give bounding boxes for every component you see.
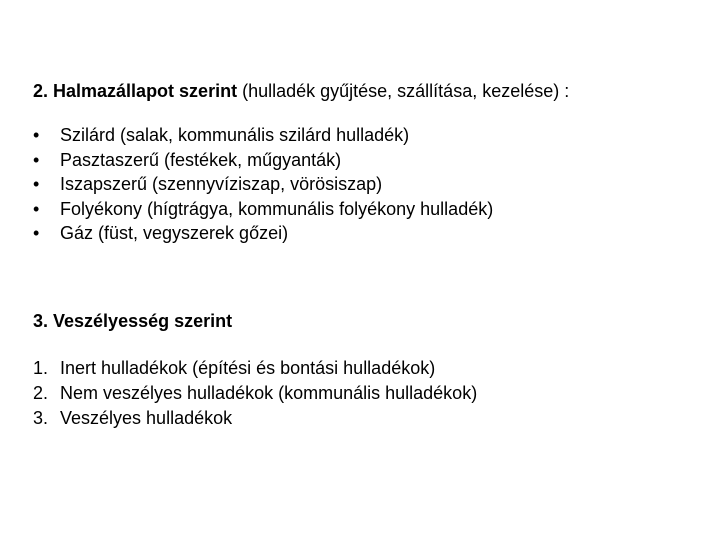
list-item-text: Szilárd (salak, kommunális szilárd hulladék): [60, 125, 410, 145]
bullet-marker: •: [33, 198, 40, 219]
list-item: [33, 148, 493, 173]
section-heading-bold: 3. Veszélyesség szerint: [33, 311, 233, 331]
list-item-text: Veszélyes hulladékok: [60, 408, 233, 428]
list-item: [33, 406, 477, 431]
section-heading-bold: 2. Halmazállapot szerint: [33, 81, 238, 101]
section-heading-normal: (hulladék gyűjtése, szállítása, kezelése) :: [237, 81, 570, 101]
bullet-list: [33, 123, 493, 246]
list-item: [33, 172, 493, 197]
numbered-list: [33, 356, 477, 431]
list-item: [33, 197, 493, 222]
list-item: [33, 356, 477, 381]
number-marker: 3.: [33, 408, 49, 428]
list-item: [33, 381, 477, 406]
bullet-marker: •: [33, 149, 40, 170]
list-item: [33, 221, 493, 246]
bullet-marker: •: [33, 223, 40, 243]
number-marker: 2.: [33, 383, 49, 403]
bullet-marker: •: [33, 125, 40, 145]
section-heading-halmazallapot: [33, 80, 569, 102]
section-heading-veszelyesseg: [33, 310, 232, 332]
number-marker: 1.: [33, 358, 49, 378]
list-item-text: Iszapszerű (szennyvíziszap, vörösiszap): [60, 174, 383, 194]
list-item-text: Inert hulladékok (építési és bontási hulladékok): [60, 358, 436, 378]
bullet-marker: •: [33, 174, 40, 194]
list-item-text: Folyékony (hígtrágya, kommunális folyékony hulladék): [60, 198, 494, 219]
list-item: [33, 123, 493, 148]
list-item-text: Gáz (füst, vegyszerek gőzei): [60, 223, 289, 243]
list-item-text: Pasztaszerű (festékek, műgyanták): [60, 149, 342, 170]
list-item-text: Nem veszélyes hulladékok (kommunális hulladékok): [60, 383, 478, 403]
